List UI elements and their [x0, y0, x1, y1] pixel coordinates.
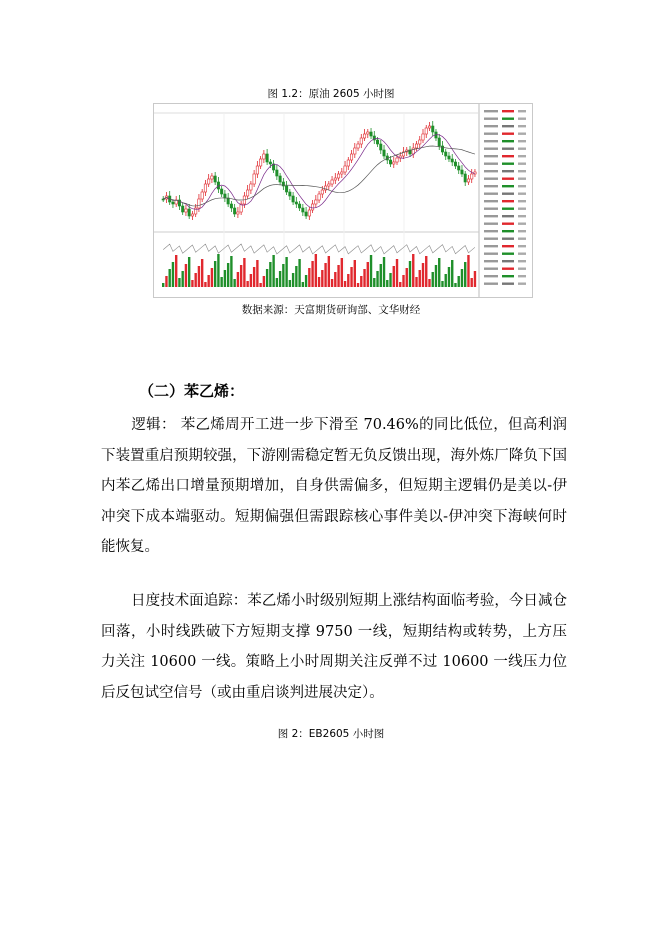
volume-bar — [227, 263, 229, 287]
candle-body — [438, 138, 440, 146]
quote-value — [518, 170, 526, 172]
quote-value — [502, 155, 514, 157]
candle-body — [448, 156, 450, 159]
candle-body — [432, 126, 434, 132]
volume-bar — [328, 256, 330, 287]
quote-label — [484, 125, 498, 127]
candle-body — [162, 199, 164, 200]
candle-body — [305, 212, 307, 216]
candle-body — [412, 148, 414, 154]
volume-bar — [175, 255, 177, 287]
quote-value — [518, 253, 526, 255]
quote-label — [484, 245, 498, 247]
quote-label — [484, 208, 498, 210]
candle-body — [376, 140, 378, 144]
candle-body — [285, 186, 287, 192]
quote-label — [484, 185, 498, 187]
candle-body — [347, 160, 349, 166]
crude-oil-hourly-chart — [153, 103, 533, 298]
candle-body — [321, 190, 323, 194]
volume-bar — [162, 283, 164, 287]
quote-value — [518, 223, 526, 225]
volume-bar — [188, 257, 190, 287]
candle-body — [445, 152, 447, 156]
candle-body — [211, 176, 213, 179]
quote-value — [518, 200, 526, 202]
candle-body — [331, 180, 333, 184]
quote-label — [484, 268, 498, 270]
candle-body — [292, 196, 294, 202]
volume-bar — [448, 267, 450, 287]
volume-bar — [298, 259, 300, 287]
volume-bar — [233, 279, 235, 287]
volume-bar — [172, 262, 174, 287]
candle-body — [188, 209, 190, 216]
candle-body — [461, 170, 463, 174]
volume-bar — [224, 270, 226, 287]
quote-value — [518, 238, 526, 240]
volume-bar — [467, 255, 469, 287]
quote-value — [502, 223, 514, 225]
quote-value — [502, 163, 514, 165]
quote-label — [484, 260, 498, 262]
quote-label — [484, 253, 498, 255]
volume-bar — [438, 258, 440, 287]
volume-bar — [367, 262, 369, 287]
quote-value — [518, 215, 526, 217]
candle-body — [454, 162, 456, 166]
candle-body — [224, 194, 226, 198]
quote-value — [502, 125, 514, 127]
candle-body — [204, 184, 206, 192]
volume-bar — [194, 273, 196, 287]
quote-value — [502, 275, 514, 277]
quote-value — [502, 178, 514, 180]
volume-bar — [347, 274, 349, 287]
candle-body — [328, 184, 330, 186]
candle-body — [302, 208, 304, 212]
candle-body — [419, 140, 421, 144]
candlestick-chart-image — [154, 104, 532, 297]
candle-body — [289, 192, 291, 196]
quote-label — [484, 110, 498, 112]
volume-bar — [204, 282, 206, 287]
quote-value — [502, 215, 514, 217]
quote-value — [518, 185, 526, 187]
volume-bar — [217, 254, 219, 287]
volume-bar — [292, 273, 294, 287]
volume-bar — [214, 261, 216, 287]
candle-body — [259, 159, 261, 166]
volume-bar — [412, 254, 414, 287]
candle-body — [370, 132, 372, 136]
volume-bar — [168, 269, 170, 287]
volume-bar — [373, 278, 375, 287]
volume-bar — [454, 283, 456, 287]
candle-body — [350, 154, 352, 160]
quote-value — [502, 268, 514, 270]
volume-bar — [207, 275, 209, 287]
volume-bar — [363, 269, 365, 287]
volume-bar — [318, 277, 320, 287]
volume-bar — [321, 270, 323, 287]
candle-body — [269, 162, 271, 164]
candle-body — [464, 174, 466, 182]
volume-bar — [285, 257, 287, 287]
candle-body — [230, 204, 232, 208]
candle-body — [298, 204, 300, 208]
volume-bar — [276, 278, 278, 287]
quote-value — [502, 140, 514, 142]
volume-bar — [409, 261, 411, 287]
quote-value — [502, 208, 514, 210]
candle-body — [451, 159, 453, 162]
volume-bar — [344, 281, 346, 287]
quote-value — [502, 133, 514, 135]
volume-bar — [178, 278, 180, 287]
volume-bar — [165, 276, 167, 287]
quote-value — [502, 238, 514, 240]
volume-bar — [428, 279, 430, 287]
volume-bar — [289, 280, 291, 287]
quote-value — [502, 185, 514, 187]
candle-body — [344, 166, 346, 172]
volume-bar — [302, 282, 304, 287]
volume-bar — [451, 260, 453, 287]
volume-bar — [435, 265, 437, 287]
quote-value — [502, 148, 514, 150]
quote-label — [484, 230, 498, 232]
volume-bar — [181, 271, 183, 287]
quote-value — [518, 268, 526, 270]
volume-bar — [295, 266, 297, 287]
volume-bar — [406, 268, 408, 287]
paragraph-technical — [101, 586, 567, 708]
candle-body — [201, 192, 203, 199]
candle-body — [393, 162, 395, 164]
quote-value — [518, 208, 526, 210]
volume-bar — [393, 266, 395, 287]
volume-bar — [308, 268, 310, 287]
volume-bar — [266, 269, 268, 287]
quote-label — [484, 223, 498, 225]
quote-value — [502, 245, 514, 247]
volume-bar — [282, 264, 284, 287]
volume-bar — [419, 270, 421, 287]
candle-body — [334, 178, 336, 180]
quote-value — [518, 260, 526, 262]
quote-value — [502, 283, 514, 285]
candle-body — [276, 170, 278, 176]
volume-bar — [441, 281, 443, 287]
quote-label — [484, 193, 498, 195]
candle-body — [357, 144, 359, 148]
quote-value — [518, 163, 526, 165]
quote-value — [502, 200, 514, 202]
quote-label — [484, 283, 498, 285]
quote-value — [518, 125, 526, 127]
candle-body — [279, 176, 281, 182]
candle-body — [428, 126, 430, 128]
candle-body — [227, 198, 229, 204]
volume-bar — [240, 265, 242, 287]
volume-bar — [425, 256, 427, 287]
quote-label — [484, 148, 498, 150]
volume-bar — [370, 255, 372, 287]
candle-body — [185, 209, 187, 212]
candle-body — [246, 190, 248, 196]
candle-body — [383, 150, 385, 156]
quote-value — [518, 283, 526, 285]
volume-bar — [191, 280, 193, 287]
volume-bar — [185, 264, 187, 287]
volume-bar — [396, 259, 398, 287]
quote-value — [518, 230, 526, 232]
paragraph-technical-text: 日度技术面追踪：苯乙烯小时级别短期上涨结构面临考验，今日减仓回落，小时线跌破下方短期支撑 9750 一线，短期结构或转势，上方压力关注 10600 一线。策略上小时周期关注反弹不过 10600 一线压力位后反包试空信号（或由重启谈判进展决定）。 — [101, 593, 567, 701]
candle-body — [341, 172, 343, 174]
quote-label — [484, 215, 498, 217]
volume-bar — [272, 255, 274, 287]
quote-label — [484, 133, 498, 135]
section-title: （二）苯乙烯： — [139, 382, 245, 400]
volume-bar — [461, 269, 463, 287]
volume-bar — [324, 263, 326, 287]
volume-bar — [259, 283, 261, 287]
volume-bar — [269, 262, 271, 287]
volume-bar — [354, 260, 356, 287]
candle-body — [263, 154, 265, 159]
volume-bar — [350, 267, 352, 287]
volume-bar — [198, 266, 200, 287]
candle-body — [458, 166, 460, 170]
quote-value — [518, 118, 526, 120]
volume-bar — [211, 268, 213, 287]
volume-bar — [230, 256, 232, 287]
quote-value — [518, 193, 526, 195]
volume-bar — [246, 281, 248, 287]
volume-bar — [458, 276, 460, 287]
candle-body — [389, 160, 391, 164]
volume-bar — [311, 261, 313, 287]
quote-value — [518, 155, 526, 157]
quote-value — [502, 253, 514, 255]
volume-bar — [357, 283, 359, 287]
volume-bar — [422, 263, 424, 287]
quote-value — [518, 245, 526, 247]
paragraph-logic — [101, 410, 567, 563]
volume-bar — [201, 259, 203, 287]
quote-value — [518, 110, 526, 112]
volume-bar — [415, 277, 417, 287]
volume-bar — [256, 260, 258, 287]
quote-value — [502, 110, 514, 112]
quote-label — [484, 163, 498, 165]
figure1-source: 数据来源：天富期货研询部、文华财经 — [241, 304, 421, 316]
volume-bar — [402, 275, 404, 287]
candle-body — [308, 210, 310, 216]
candle-body — [415, 144, 417, 148]
quote-value — [502, 193, 514, 195]
volume-bar — [386, 280, 388, 287]
candle-body — [337, 174, 339, 178]
quote-label — [484, 155, 498, 157]
candle-body — [354, 148, 356, 154]
quote-value — [518, 275, 526, 277]
volume-bar — [337, 265, 339, 287]
candle-body — [214, 176, 216, 182]
quote-value — [502, 230, 514, 232]
candle-body — [360, 138, 362, 144]
candle-body — [422, 134, 424, 140]
candle-body — [233, 208, 235, 214]
volume-bar — [399, 282, 401, 287]
candle-body — [266, 154, 268, 162]
candle-body — [367, 132, 369, 134]
volume-bar — [315, 254, 317, 287]
quote-value — [518, 148, 526, 150]
candle-body — [311, 204, 313, 210]
volume-bar — [471, 278, 473, 287]
volume-bar — [380, 264, 382, 287]
volume-bar — [243, 258, 245, 287]
volume-bar — [432, 272, 434, 287]
volume-bar — [445, 274, 447, 287]
candle-body — [471, 174, 473, 179]
candle-body — [256, 166, 258, 174]
quote-value — [502, 118, 514, 120]
quote-label — [484, 118, 498, 120]
volume-bar — [341, 258, 343, 287]
candle-body — [181, 206, 183, 212]
quote-value — [518, 178, 526, 180]
volume-bar — [389, 273, 391, 287]
volume-bar — [331, 279, 333, 287]
candle-body — [237, 212, 239, 214]
candle-body — [380, 144, 382, 150]
volume-bar — [334, 272, 336, 287]
candle-body — [207, 179, 209, 184]
candle-body — [315, 200, 317, 204]
volume-bar — [305, 275, 307, 287]
volume-bar — [220, 277, 222, 287]
candle-body — [396, 158, 398, 162]
quote-value — [502, 260, 514, 262]
candle-body — [425, 128, 427, 134]
candle-body — [363, 134, 365, 138]
quote-value — [518, 133, 526, 135]
candle-body — [198, 199, 200, 208]
quote-value — [502, 170, 514, 172]
volume-bar — [360, 276, 362, 287]
candle-body — [250, 184, 252, 190]
volume-bar — [253, 267, 255, 287]
candle-body — [295, 202, 297, 204]
candle-body — [172, 202, 174, 204]
candle-body — [191, 214, 193, 216]
quote-label — [484, 170, 498, 172]
quote-label — [484, 238, 498, 240]
candle-body — [220, 189, 222, 194]
candle-body — [253, 174, 255, 184]
candle-body — [467, 179, 469, 182]
paragraph-logic-text: 逻辑： 苯乙烯周开工进一步下滑至 70.46%的同比低位，但高利润下装置重启预期较强，下游刚需稳定暂无负反馈出现，海外炼厂降负下国内苯乙烯出口增量预期增加，自身供需偏多，但短期主逻辑仍是美以-伊冲突下成本端驱动。短期偏强但需跟踪核心事件美以-伊冲突下海峡何时能恢复。 — [101, 417, 567, 555]
volume-bar — [279, 271, 281, 287]
volume-bar — [464, 262, 466, 287]
quote-label — [484, 178, 498, 180]
volume-bar — [250, 274, 252, 287]
quote-label — [484, 200, 498, 202]
quote-value — [518, 140, 526, 142]
figure2-caption: 图 2：EB2605 小时图 — [277, 728, 385, 740]
volume-bar — [383, 257, 385, 287]
volume-bar — [237, 272, 239, 287]
figure1-caption: 图 1.2：原油 2605 小时图 — [267, 88, 395, 100]
volume-bar — [474, 271, 476, 287]
quote-label — [484, 275, 498, 277]
volume-bar — [376, 271, 378, 287]
quote-label — [484, 140, 498, 142]
candle-body — [318, 194, 320, 200]
volume-bar — [263, 276, 265, 287]
